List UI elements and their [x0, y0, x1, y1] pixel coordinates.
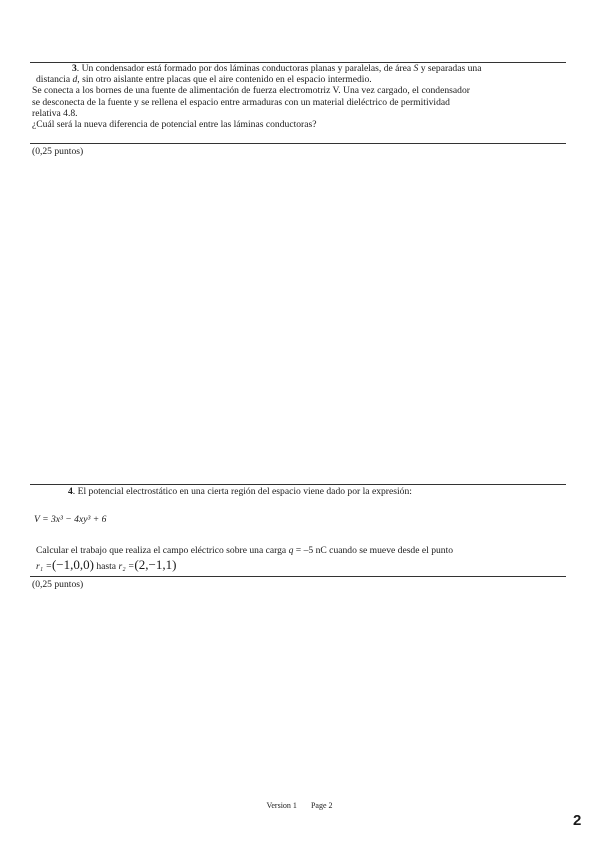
q3-number: 3	[72, 63, 77, 74]
q4-calc-text-a: Calcular el trabajo que realiza el campo eléctrico sobre una carga	[36, 545, 289, 556]
q3-line-3: Se conecta a los bornes de una fuente de alimentación de fuerza electromotriz V. Una vez cargado, el condensador	[32, 85, 470, 97]
q3-text-1b: y separadas una	[418, 63, 482, 74]
q3-text-2a: distancia	[36, 74, 73, 86]
q4-r2-label: r₂ =	[118, 561, 135, 572]
footer-version: Version 1	[266, 801, 297, 810]
q4-intro-text: . El potencial electrostático en una cierta región del espacio viene dado por la expresión:	[72, 486, 412, 497]
q4-top-rule	[30, 484, 566, 485]
q3-line-5: relativa 4.8.	[32, 107, 78, 119]
question-3	[32, 63, 566, 130]
q4-r1-label: r₁ =	[36, 561, 52, 572]
q4-calc-line	[36, 545, 570, 556]
q4-between: hasta	[93, 561, 119, 572]
q3-line-1	[32, 63, 566, 74]
q3-bottom-rule	[30, 143, 566, 144]
q3-text-2b: , sin otro aislante entre placas que el aire contenido en el espacio intermedio.	[77, 74, 372, 86]
page-number: 2	[573, 812, 582, 829]
q4-r2-value: (2,−1,1)	[134, 557, 177, 572]
q4-number: 4	[68, 486, 73, 497]
q3-var-s: S	[413, 63, 419, 74]
q4-calc-text-b: = –5 nC cuando se mueve desde el punto	[293, 545, 454, 556]
q3-line-4: se desconecta de la fuente y se rellena el espacio entre armaduras con un material dieléctrico de permitividad	[32, 96, 450, 108]
q4-points-line	[36, 559, 570, 572]
q3-line-2	[32, 74, 566, 85]
q3-text-1a: . Un condensador está formado por dos láminas conductoras planas y paralelas, de área	[76, 63, 414, 74]
q4-points: (0,25 puntos)	[32, 579, 84, 590]
q3-points: (0,25 puntos)	[32, 146, 84, 157]
question-4-intro	[32, 486, 566, 497]
q4-var-q: q	[288, 545, 294, 556]
q3-var-d: d	[72, 74, 78, 86]
footer-page: Page 2	[310, 801, 333, 810]
page-footer	[0, 800, 599, 811]
q4-formula: V = 3x³ − 4xy³ + 6	[34, 514, 107, 525]
q4-bottom-rule	[30, 576, 566, 577]
q3-line-6: ¿Cuál será la nueva diferencia de potencial entre las láminas conductoras?	[32, 119, 317, 131]
q4-r1-value: (−1,0,0)	[51, 557, 94, 572]
